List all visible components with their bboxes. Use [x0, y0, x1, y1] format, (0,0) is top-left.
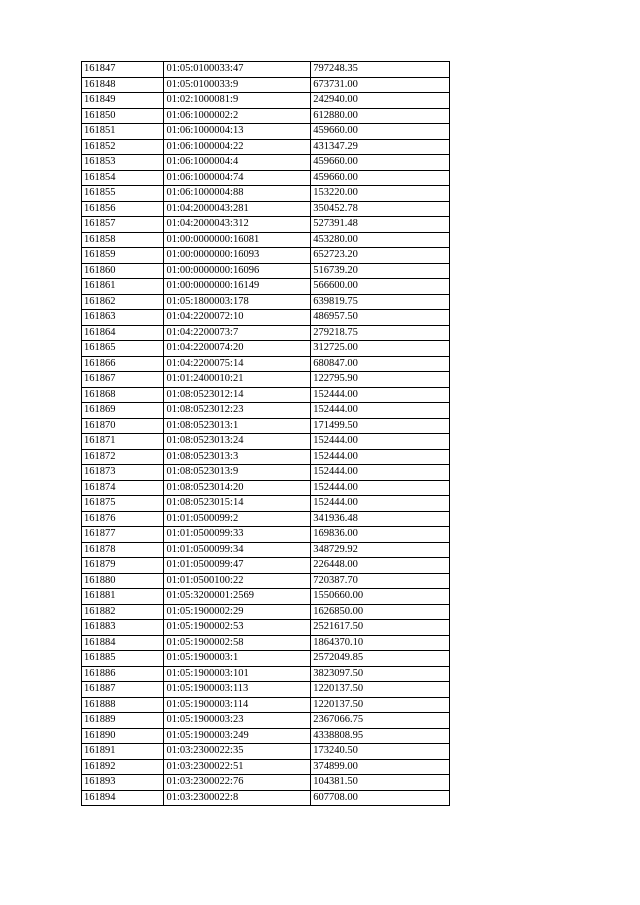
value-cell: 612880.00 [311, 108, 450, 124]
value-cell: 527391.48 [311, 217, 450, 233]
cadastral-number-cell: 01:03:2300022:51 [164, 759, 311, 775]
table-row [82, 418, 450, 434]
row-number-cell: 161852 [82, 139, 164, 155]
row-number-cell: 161867 [82, 372, 164, 388]
cadastral-number-cell: 01:01:0500099:2 [164, 511, 311, 527]
value-cell: 341936.48 [311, 511, 450, 527]
table-row [82, 403, 450, 419]
value-cell: 453280.00 [311, 232, 450, 248]
value-cell: 104381.50 [311, 775, 450, 791]
table-row [82, 155, 450, 171]
table-row [82, 170, 450, 186]
row-number-cell: 161889 [82, 713, 164, 729]
row-number-cell: 161854 [82, 170, 164, 186]
cadastral-number-cell: 01:05:1900003:1 [164, 651, 311, 667]
value-cell: 350452.78 [311, 201, 450, 217]
row-number-cell: 161885 [82, 651, 164, 667]
value-cell: 431347.29 [311, 139, 450, 155]
table-row [82, 744, 450, 760]
row-number-cell: 161890 [82, 728, 164, 744]
value-cell: 4338808.95 [311, 728, 450, 744]
cadastral-number-cell: 01:05:1900002:58 [164, 635, 311, 651]
table-row [82, 666, 450, 682]
table-row [82, 496, 450, 512]
row-number-cell: 161886 [82, 666, 164, 682]
table-row [82, 62, 450, 78]
cadastral-number-cell: 01:03:2300022:76 [164, 775, 311, 791]
cadastral-number-cell: 01:00:0000000:16093 [164, 248, 311, 264]
value-cell: 680847.00 [311, 356, 450, 372]
value-cell: 1220137.50 [311, 682, 450, 698]
cadastral-number-cell: 01:00:0000000:16096 [164, 263, 311, 279]
value-cell: 374899.00 [311, 759, 450, 775]
table-row [82, 759, 450, 775]
table-row [82, 589, 450, 605]
row-number-cell: 161883 [82, 620, 164, 636]
row-number-cell: 161857 [82, 217, 164, 233]
cadastral-number-cell: 01:05:1900003:23 [164, 713, 311, 729]
value-cell: 152444.00 [311, 387, 450, 403]
cadastral-number-cell: 01:05:0100033:47 [164, 62, 311, 78]
value-cell: 459660.00 [311, 124, 450, 140]
value-cell: 720387.70 [311, 573, 450, 589]
table-row [82, 527, 450, 543]
row-number-cell: 161868 [82, 387, 164, 403]
table-row [82, 697, 450, 713]
cadastral-number-cell: 01:08:0523014:20 [164, 480, 311, 496]
table-row [82, 356, 450, 372]
value-cell: 312725.00 [311, 341, 450, 357]
row-number-cell: 161850 [82, 108, 164, 124]
value-cell: 279218.75 [311, 325, 450, 341]
row-number-cell: 161893 [82, 775, 164, 791]
row-number-cell: 161851 [82, 124, 164, 140]
row-number-cell: 161866 [82, 356, 164, 372]
value-cell: 486957.50 [311, 310, 450, 326]
value-cell: 2521617.50 [311, 620, 450, 636]
row-number-cell: 161876 [82, 511, 164, 527]
cadastral-number-cell: 01:05:1900003:249 [164, 728, 311, 744]
value-cell: 566600.00 [311, 279, 450, 295]
row-number-cell: 161865 [82, 341, 164, 357]
table-row [82, 449, 450, 465]
value-cell: 171499.50 [311, 418, 450, 434]
row-number-cell: 161884 [82, 635, 164, 651]
value-cell: 169836.00 [311, 527, 450, 543]
value-cell: 226448.00 [311, 558, 450, 574]
cadastral-number-cell: 01:06:1000004:88 [164, 186, 311, 202]
row-number-cell: 161873 [82, 465, 164, 481]
row-number-cell: 161892 [82, 759, 164, 775]
table-row [82, 651, 450, 667]
value-cell: 1626850.00 [311, 604, 450, 620]
table-row [82, 387, 450, 403]
table-row [82, 434, 450, 450]
cadastral-number-cell: 01:05:1900002:29 [164, 604, 311, 620]
table-row [82, 279, 450, 295]
cadastral-number-cell: 01:04:2200074:20 [164, 341, 311, 357]
table-row [82, 201, 450, 217]
cadastral-number-cell: 01:05:3200001:2569 [164, 589, 311, 605]
cadastral-number-cell: 01:04:2000043:312 [164, 217, 311, 233]
cadastral-number-cell: 01:05:1800003:178 [164, 294, 311, 310]
row-number-cell: 161858 [82, 232, 164, 248]
row-number-cell: 161863 [82, 310, 164, 326]
row-number-cell: 161859 [82, 248, 164, 264]
row-number-cell: 161887 [82, 682, 164, 698]
table-row [82, 93, 450, 109]
row-number-cell: 161881 [82, 589, 164, 605]
row-number-cell: 161871 [82, 434, 164, 450]
cadastral-number-cell: 01:04:2200075:14 [164, 356, 311, 372]
cadastral-number-cell: 01:08:0523013:1 [164, 418, 311, 434]
row-number-cell: 161869 [82, 403, 164, 419]
row-number-cell: 161877 [82, 527, 164, 543]
cadastral-number-cell: 01:04:2200073:7 [164, 325, 311, 341]
row-number-cell: 161862 [82, 294, 164, 310]
value-cell: 242940.00 [311, 93, 450, 109]
value-cell: 607708.00 [311, 790, 450, 806]
cadastral-number-cell: 01:06:1000002:2 [164, 108, 311, 124]
cadastral-number-cell: 01:05:0100033:9 [164, 77, 311, 93]
data-table [81, 61, 450, 806]
value-cell: 152444.00 [311, 434, 450, 450]
row-number-cell: 161888 [82, 697, 164, 713]
table-row [82, 248, 450, 264]
value-cell: 348729.92 [311, 542, 450, 558]
cadastral-number-cell: 01:05:1900002:53 [164, 620, 311, 636]
value-cell: 152444.00 [311, 496, 450, 512]
table-row [82, 232, 450, 248]
value-cell: 152444.00 [311, 403, 450, 419]
cadastral-number-cell: 01:04:2200072:10 [164, 310, 311, 326]
row-number-cell: 161882 [82, 604, 164, 620]
table-row [82, 186, 450, 202]
row-number-cell: 161848 [82, 77, 164, 93]
cadastral-number-cell: 01:02:1000081:9 [164, 93, 311, 109]
table-row [82, 790, 450, 806]
table-row [82, 573, 450, 589]
row-number-cell: 161894 [82, 790, 164, 806]
row-number-cell: 161891 [82, 744, 164, 760]
table-row [82, 108, 450, 124]
row-number-cell: 161870 [82, 418, 164, 434]
table-row [82, 124, 450, 140]
value-cell: 1550660.00 [311, 589, 450, 605]
row-number-cell: 161847 [82, 62, 164, 78]
table-row [82, 77, 450, 93]
cadastral-number-cell: 01:01:0500099:47 [164, 558, 311, 574]
cadastral-number-cell: 01:05:1900003:101 [164, 666, 311, 682]
cadastral-number-cell: 01:00:0000000:16149 [164, 279, 311, 295]
value-cell: 152444.00 [311, 480, 450, 496]
row-number-cell: 161864 [82, 325, 164, 341]
table-row [82, 620, 450, 636]
cadastral-number-cell: 01:08:0523013:9 [164, 465, 311, 481]
value-cell: 673731.00 [311, 77, 450, 93]
table-row [82, 558, 450, 574]
row-number-cell: 161853 [82, 155, 164, 171]
cadastral-number-cell: 01:01:0500100:22 [164, 573, 311, 589]
table-row [82, 325, 450, 341]
cadastral-number-cell: 01:08:0523013:3 [164, 449, 311, 465]
table-row [82, 635, 450, 651]
row-number-cell: 161860 [82, 263, 164, 279]
cadastral-number-cell: 01:05:1900003:114 [164, 697, 311, 713]
cadastral-number-cell: 01:06:1000004:22 [164, 139, 311, 155]
value-cell: 1864370.10 [311, 635, 450, 651]
cadastral-number-cell: 01:08:0523015:14 [164, 496, 311, 512]
cadastral-number-cell: 01:06:1000004:74 [164, 170, 311, 186]
value-cell: 152444.00 [311, 465, 450, 481]
cadastral-number-cell: 01:01:0500099:34 [164, 542, 311, 558]
row-number-cell: 161855 [82, 186, 164, 202]
value-cell: 152444.00 [311, 449, 450, 465]
value-cell: 1220137.50 [311, 697, 450, 713]
table-row [82, 310, 450, 326]
table-row [82, 263, 450, 279]
value-cell: 173240.50 [311, 744, 450, 760]
row-number-cell: 161856 [82, 201, 164, 217]
table-row [82, 542, 450, 558]
row-number-cell: 161872 [82, 449, 164, 465]
value-cell: 2572049.85 [311, 651, 450, 667]
table-row [82, 294, 450, 310]
table-row [82, 465, 450, 481]
row-number-cell: 161880 [82, 573, 164, 589]
cadastral-number-cell: 01:08:0523012:23 [164, 403, 311, 419]
cadastral-number-cell: 01:06:1000004:4 [164, 155, 311, 171]
value-cell: 3823097.50 [311, 666, 450, 682]
table-row [82, 341, 450, 357]
value-cell: 639819.75 [311, 294, 450, 310]
row-number-cell: 161861 [82, 279, 164, 295]
cadastral-number-cell: 01:03:2300022:35 [164, 744, 311, 760]
table-row [82, 682, 450, 698]
row-number-cell: 161878 [82, 542, 164, 558]
value-cell: 459660.00 [311, 155, 450, 171]
table-row [82, 728, 450, 744]
cadastral-number-cell: 01:05:1900003:113 [164, 682, 311, 698]
table-row [82, 775, 450, 791]
cadastral-number-cell: 01:03:2300022:8 [164, 790, 311, 806]
table-row [82, 511, 450, 527]
table-row [82, 480, 450, 496]
cadastral-number-cell: 01:01:2400010:21 [164, 372, 311, 388]
row-number-cell: 161879 [82, 558, 164, 574]
cadastral-number-cell: 01:08:0523012:14 [164, 387, 311, 403]
row-number-cell: 161875 [82, 496, 164, 512]
table-row [82, 604, 450, 620]
row-number-cell: 161874 [82, 480, 164, 496]
value-cell: 153220.00 [311, 186, 450, 202]
cadastral-number-cell: 01:04:2000043:281 [164, 201, 311, 217]
value-cell: 797248.35 [311, 62, 450, 78]
value-cell: 516739.20 [311, 263, 450, 279]
value-cell: 459660.00 [311, 170, 450, 186]
cadastral-number-cell: 01:06:1000004:13 [164, 124, 311, 140]
table-row [82, 217, 450, 233]
value-cell: 652723.20 [311, 248, 450, 264]
cadastral-number-cell: 01:08:0523013:24 [164, 434, 311, 450]
table-row [82, 372, 450, 388]
table-row [82, 139, 450, 155]
cadastral-number-cell: 01:00:0000000:16081 [164, 232, 311, 248]
cadastral-number-cell: 01:01:0500099:33 [164, 527, 311, 543]
row-number-cell: 161849 [82, 93, 164, 109]
table-body [82, 62, 450, 806]
value-cell: 2367066.75 [311, 713, 450, 729]
value-cell: 122795.90 [311, 372, 450, 388]
table-row [82, 713, 450, 729]
